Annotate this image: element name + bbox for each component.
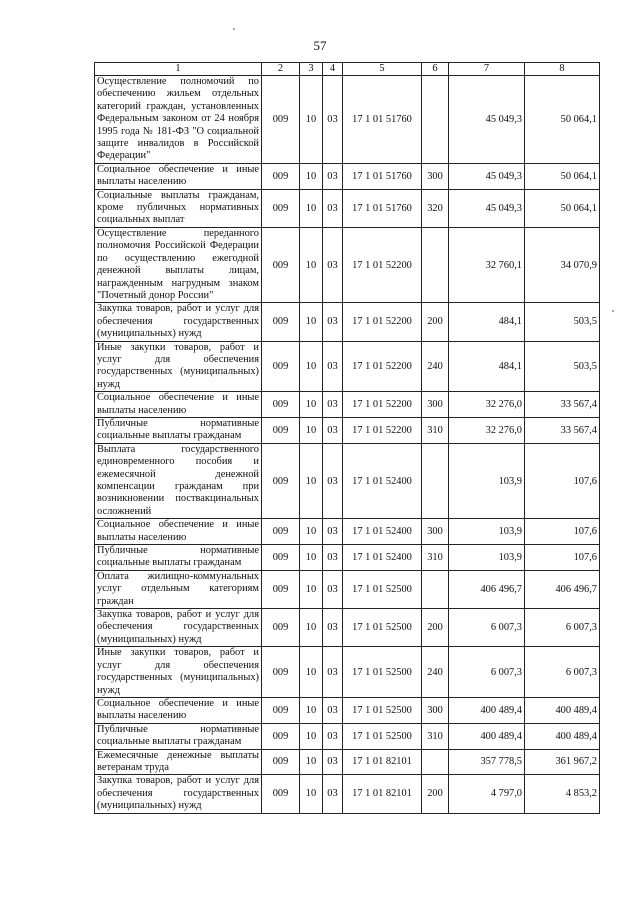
row-ministry-code-cell: 009 (262, 723, 300, 749)
row-amount-year1-cell: 45 049,3 (449, 76, 525, 164)
row-amount-year1-cell: 400 489,4 (449, 723, 525, 749)
header-cell: 6 (422, 63, 449, 76)
row-section-cell: 10 (300, 341, 323, 392)
row-name-cell: Закупка товаров, работ и услуг для обеспечения государственных (муниципальных) нужд (95, 609, 262, 647)
row-section-cell: 10 (300, 545, 323, 571)
row-subsection-cell: 03 (323, 570, 343, 608)
row-amount-year2-cell: 503,5 (525, 303, 600, 341)
row-expense-type-cell: 300 (422, 697, 449, 723)
row-target-article-cell: 17 1 01 52400 (343, 545, 422, 571)
row-ministry-code-cell: 009 (262, 443, 300, 518)
table-row (95, 392, 600, 418)
header-cell: 2 (262, 63, 300, 76)
row-expense-type-cell: 300 (422, 163, 449, 189)
row-ministry-code-cell: 009 (262, 697, 300, 723)
row-subsection-cell: 03 (323, 647, 343, 698)
row-amount-year2-cell: 50 064,1 (525, 163, 600, 189)
budget-table (94, 62, 600, 814)
row-name-cell: Публичные нормативные социальные выплаты гражданам (95, 545, 262, 571)
row-amount-year2-cell: 34 070,9 (525, 227, 600, 302)
row-amount-year2-cell: 33 567,4 (525, 417, 600, 443)
header-cell: 8 (525, 63, 600, 76)
row-section-cell: 10 (300, 443, 323, 518)
row-name-cell: Социальное обеспечение и иные выплаты населению (95, 163, 262, 189)
row-section-cell: 10 (300, 723, 323, 749)
row-ministry-code-cell: 009 (262, 189, 300, 227)
row-amount-year2-cell: 107,6 (525, 443, 600, 518)
row-subsection-cell: 03 (323, 392, 343, 418)
row-name-cell: Социальное обеспечение и иные выплаты населению (95, 519, 262, 545)
row-amount-year2-cell: 6 007,3 (525, 647, 600, 698)
row-subsection-cell: 03 (323, 775, 343, 813)
row-section-cell: 10 (300, 570, 323, 608)
row-amount-year1-cell: 103,9 (449, 443, 525, 518)
row-subsection-cell: 03 (323, 443, 343, 518)
row-section-cell: 10 (300, 189, 323, 227)
row-amount-year1-cell: 32 276,0 (449, 392, 525, 418)
row-target-article-cell: 17 1 01 52500 (343, 697, 422, 723)
row-target-article-cell: 17 1 01 52500 (343, 609, 422, 647)
row-section-cell: 10 (300, 76, 323, 164)
row-target-article-cell: 17 1 01 52200 (343, 392, 422, 418)
row-name-cell: Осуществление полномочий по обеспечению жильем отдельных категорий граждан, установленных Федеральным законом от 24 ноября 1995 года № 181-ФЗ "О социальной защите инвалидов в Российской Федерации" (95, 76, 262, 164)
scan-speck (612, 310, 614, 312)
row-subsection-cell: 03 (323, 227, 343, 302)
scan-speck (233, 28, 235, 30)
row-name-cell: Ежемесячные денежные выплаты ветеранам труда (95, 749, 262, 775)
table-row (95, 697, 600, 723)
row-name-cell: Осуществление переданного полномочия Российской Федерации по осуществлению ежегодной денежной выплаты лицам, награжденным нагрудным знаком "Почетный донор России" (95, 227, 262, 302)
table-row (95, 303, 600, 341)
row-ministry-code-cell: 009 (262, 609, 300, 647)
row-ministry-code-cell: 009 (262, 227, 300, 302)
row-amount-year2-cell: 503,5 (525, 341, 600, 392)
table-row (95, 417, 600, 443)
table-row (95, 647, 600, 698)
page-number: 57 (313, 38, 327, 53)
header-cell: 7 (449, 63, 525, 76)
row-expense-type-cell: 240 (422, 647, 449, 698)
row-subsection-cell: 03 (323, 609, 343, 647)
row-amount-year2-cell: 406 496,7 (525, 570, 600, 608)
row-target-article-cell: 17 1 01 52400 (343, 443, 422, 518)
row-target-article-cell: 17 1 01 82101 (343, 749, 422, 775)
table-row (95, 775, 600, 813)
row-amount-year2-cell: 361 967,2 (525, 749, 600, 775)
row-subsection-cell: 03 (323, 189, 343, 227)
table-row (95, 76, 600, 164)
row-subsection-cell: 03 (323, 417, 343, 443)
row-expense-type-cell: 310 (422, 545, 449, 571)
row-section-cell: 10 (300, 647, 323, 698)
row-amount-year1-cell: 32 760,1 (449, 227, 525, 302)
row-subsection-cell: 03 (323, 163, 343, 189)
row-ministry-code-cell: 009 (262, 341, 300, 392)
row-target-article-cell: 17 1 01 52500 (343, 723, 422, 749)
table-row (95, 519, 600, 545)
row-amount-year2-cell: 400 489,4 (525, 723, 600, 749)
row-expense-type-cell (422, 570, 449, 608)
row-ministry-code-cell: 009 (262, 519, 300, 545)
row-subsection-cell: 03 (323, 545, 343, 571)
row-target-article-cell: 17 1 01 52200 (343, 417, 422, 443)
row-name-cell: Закупка товаров, работ и услуг для обеспечения государственных (муниципальных) нужд (95, 775, 262, 813)
row-section-cell: 10 (300, 697, 323, 723)
row-amount-year1-cell: 32 276,0 (449, 417, 525, 443)
row-target-article-cell: 17 1 01 52500 (343, 647, 422, 698)
row-name-cell: Выплата государственного единовременного пособия и ежемесячной денежной компенсации гражданам при возникновении поствакцинальных осложнений (95, 443, 262, 518)
row-ministry-code-cell: 009 (262, 163, 300, 189)
row-ministry-code-cell: 009 (262, 545, 300, 571)
row-expense-type-cell: 310 (422, 417, 449, 443)
row-name-cell: Иные закупки товаров, работ и услуг для обеспечения государственных (муниципальных) нужд (95, 341, 262, 392)
row-amount-year2-cell: 33 567,4 (525, 392, 600, 418)
row-amount-year1-cell: 103,9 (449, 519, 525, 545)
row-section-cell: 10 (300, 775, 323, 813)
row-subsection-cell: 03 (323, 723, 343, 749)
header-cell: 4 (323, 63, 343, 76)
row-section-cell: 10 (300, 163, 323, 189)
row-target-article-cell: 17 1 01 52400 (343, 519, 422, 545)
row-target-article-cell: 17 1 01 82101 (343, 775, 422, 813)
row-expense-type-cell (422, 227, 449, 302)
row-amount-year2-cell: 400 489,4 (525, 697, 600, 723)
row-ministry-code-cell: 009 (262, 749, 300, 775)
row-name-cell: Публичные нормативные социальные выплаты гражданам (95, 417, 262, 443)
row-expense-type-cell (422, 749, 449, 775)
table-row (95, 443, 600, 518)
row-target-article-cell: 17 1 01 52200 (343, 303, 422, 341)
row-section-cell: 10 (300, 303, 323, 341)
table-row (95, 189, 600, 227)
row-amount-year1-cell: 45 049,3 (449, 189, 525, 227)
row-expense-type-cell: 300 (422, 519, 449, 545)
row-expense-type-cell (422, 76, 449, 164)
row-ministry-code-cell: 009 (262, 303, 300, 341)
row-amount-year2-cell: 107,6 (525, 545, 600, 571)
row-section-cell: 10 (300, 417, 323, 443)
row-ministry-code-cell: 009 (262, 647, 300, 698)
row-name-cell: Социальные выплаты гражданам, кроме публичных нормативных социальных выплат (95, 189, 262, 227)
row-amount-year2-cell: 107,6 (525, 519, 600, 545)
row-name-cell: Закупка товаров, работ и услуг для обеспечения государственных (муниципальных) нужд (95, 303, 262, 341)
row-subsection-cell: 03 (323, 749, 343, 775)
row-expense-type-cell: 200 (422, 609, 449, 647)
row-section-cell: 10 (300, 227, 323, 302)
header-cell: 5 (343, 63, 422, 76)
row-ministry-code-cell: 009 (262, 392, 300, 418)
row-target-article-cell: 17 1 01 52200 (343, 227, 422, 302)
row-subsection-cell: 03 (323, 519, 343, 545)
row-subsection-cell: 03 (323, 303, 343, 341)
row-target-article-cell: 17 1 01 52200 (343, 341, 422, 392)
header-row (95, 63, 600, 76)
row-expense-type-cell: 310 (422, 723, 449, 749)
row-amount-year1-cell: 6 007,3 (449, 647, 525, 698)
row-section-cell: 10 (300, 519, 323, 545)
row-amount-year1-cell: 357 778,5 (449, 749, 525, 775)
row-ministry-code-cell: 009 (262, 76, 300, 164)
row-amount-year1-cell: 103,9 (449, 545, 525, 571)
row-expense-type-cell: 240 (422, 341, 449, 392)
row-expense-type-cell: 300 (422, 392, 449, 418)
row-ministry-code-cell: 009 (262, 417, 300, 443)
row-expense-type-cell (422, 443, 449, 518)
table-row (95, 341, 600, 392)
row-subsection-cell: 03 (323, 697, 343, 723)
table-row (95, 227, 600, 302)
row-section-cell: 10 (300, 392, 323, 418)
row-section-cell: 10 (300, 609, 323, 647)
row-target-article-cell: 17 1 01 51760 (343, 76, 422, 164)
table-row (95, 609, 600, 647)
table-row (95, 163, 600, 189)
row-amount-year1-cell: 484,1 (449, 341, 525, 392)
row-name-cell: Социальное обеспечение и иные выплаты населению (95, 697, 262, 723)
row-amount-year1-cell: 484,1 (449, 303, 525, 341)
row-name-cell: Публичные нормативные социальные выплаты гражданам (95, 723, 262, 749)
row-name-cell: Оплата жилищно-коммунальных услуг отдельным категориям граждан (95, 570, 262, 608)
header-cell: 3 (300, 63, 323, 76)
header-cell: 1 (95, 63, 262, 76)
row-section-cell: 10 (300, 749, 323, 775)
row-amount-year2-cell: 4 853,2 (525, 775, 600, 813)
row-target-article-cell: 17 1 01 52500 (343, 570, 422, 608)
row-amount-year1-cell: 400 489,4 (449, 697, 525, 723)
table-row (95, 749, 600, 775)
row-expense-type-cell: 200 (422, 303, 449, 341)
row-amount-year2-cell: 6 007,3 (525, 609, 600, 647)
row-amount-year2-cell: 50 064,1 (525, 189, 600, 227)
table-row (95, 570, 600, 608)
row-target-article-cell: 17 1 01 51760 (343, 189, 422, 227)
row-subsection-cell: 03 (323, 76, 343, 164)
row-target-article-cell: 17 1 01 51760 (343, 163, 422, 189)
row-ministry-code-cell: 009 (262, 570, 300, 608)
row-subsection-cell: 03 (323, 341, 343, 392)
row-amount-year1-cell: 45 049,3 (449, 163, 525, 189)
row-ministry-code-cell: 009 (262, 775, 300, 813)
row-amount-year1-cell: 4 797,0 (449, 775, 525, 813)
row-amount-year1-cell: 406 496,7 (449, 570, 525, 608)
table-row (95, 723, 600, 749)
row-name-cell: Иные закупки товаров, работ и услуг для обеспечения государственных (муниципальных) нужд (95, 647, 262, 698)
row-amount-year2-cell: 50 064,1 (525, 76, 600, 164)
row-expense-type-cell: 200 (422, 775, 449, 813)
row-expense-type-cell: 320 (422, 189, 449, 227)
row-amount-year1-cell: 6 007,3 (449, 609, 525, 647)
row-name-cell: Социальное обеспечение и иные выплаты населению (95, 392, 262, 418)
table-row (95, 545, 600, 571)
